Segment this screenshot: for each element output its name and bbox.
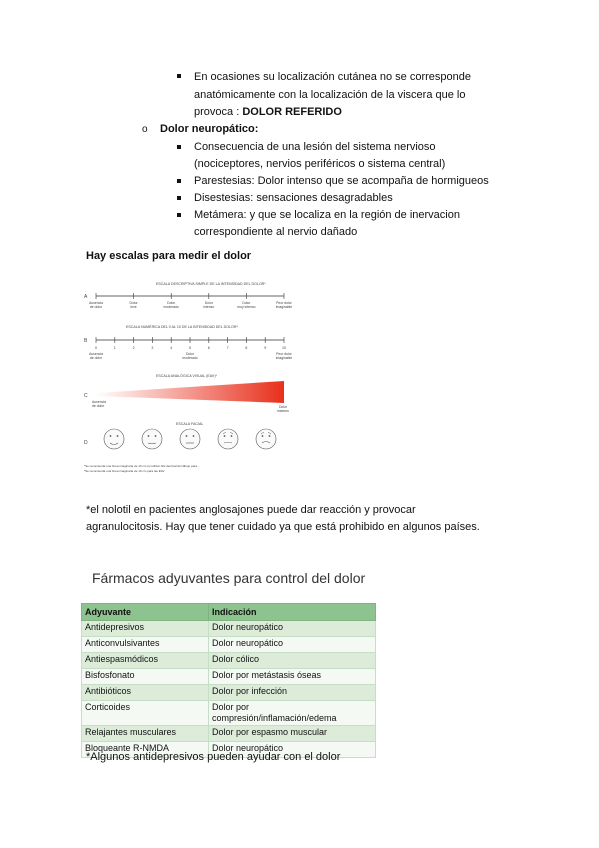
header-indicacion: Indicación — [209, 604, 376, 621]
bullet-square — [177, 196, 181, 200]
bullet-square — [177, 74, 181, 78]
referred-pain-line-3 — [194, 104, 342, 121]
table-row — [82, 669, 376, 685]
scale-a-label: leve — [130, 305, 137, 309]
scale-b-tick-label: 9 — [264, 346, 267, 350]
scale-b-tick-label: 0 — [95, 346, 97, 350]
scale-b-tick-label: 4 — [170, 346, 173, 350]
scale-a-label: imaginable — [275, 305, 293, 309]
face-icon — [256, 429, 276, 449]
bullet-square — [177, 213, 181, 217]
face-outline — [180, 429, 200, 449]
face-eye — [186, 435, 188, 437]
table-row — [82, 701, 376, 726]
table-cell: Bloqueante R-NMDA — [82, 742, 209, 758]
table-cell: Dolor por espasmo muscular — [209, 726, 376, 742]
scale-a-label: muy intenso — [237, 305, 256, 309]
face-eye — [269, 435, 271, 437]
table-header-row — [82, 604, 376, 621]
table-cell: Anticonvulsivantes — [82, 637, 209, 653]
farmacos-heading: Fármacos adyuvantes para control del dolor — [92, 570, 366, 586]
table-cell: Antidepresivos — [82, 621, 209, 637]
facial-scale-faces — [104, 429, 276, 449]
scale-b-letter: B — [84, 338, 88, 344]
scale-a-label: Dolor — [129, 301, 138, 305]
scale-a-label: intenso — [203, 305, 215, 309]
scale-b-tick-label: 10 — [282, 346, 286, 350]
scale-c-right-label-2: máximo — [277, 409, 289, 413]
neuropathic-heading: Dolor neuropático: — [160, 123, 259, 135]
scale-c-left-label-1: Ausencia — [92, 400, 106, 404]
scale-a-label: Dolor — [242, 301, 251, 305]
antidepresivos-note: *Algunos antidepresivos pueden ayudar con el dolor — [86, 751, 341, 763]
referred-pain-line-1: En ocasiones su localización cutánea no se corresponde — [194, 71, 472, 83]
face-eye — [262, 435, 264, 437]
referred-pain-term: DOLOR REFERIDO — [242, 106, 342, 118]
scale-b-left-label-2: de dolor — [89, 356, 103, 360]
face-eye — [224, 435, 226, 437]
face-outline — [218, 429, 238, 449]
figure-footnote-1: *Se recomienda una línea imaginaria de 10 cm (si utilizar bits decimal del dibujo para... — [84, 464, 200, 468]
table-row — [82, 726, 376, 742]
adjuvant-table — [81, 603, 376, 758]
scale-c-letter: C — [84, 393, 88, 399]
bullet-square — [177, 145, 181, 149]
neuropathic-item-3: Disestesias: sensaciones desagradables — [194, 192, 393, 204]
table-cell: Dolor por compresión/inflamación/edema — [209, 701, 376, 726]
face-icon — [142, 429, 162, 449]
table-row — [82, 621, 376, 637]
scale-b-tick-label: 2 — [132, 346, 135, 350]
table-cell: Dolor por metástasis óseas — [209, 669, 376, 685]
face-icon — [104, 429, 124, 449]
scale-b-mid-label-1: Dolor — [185, 352, 195, 356]
table-cell: Antiespasmódicos — [82, 653, 209, 669]
referred-pain-prefix: provoca : — [194, 106, 243, 118]
nolotil-note-line-1: *el nolotil en pacientes anglosajones puede dar reacción y provocar — [86, 504, 416, 516]
table-cell: Dolor neuropático — [209, 637, 376, 653]
neuropathic-item-4-line-2: correspondiente al nervio dañado — [194, 226, 358, 238]
table-cell: Relajantes musculares — [82, 726, 209, 742]
face-outline — [256, 429, 276, 449]
scale-a-label: Peor dolor — [276, 301, 292, 305]
face-eye — [231, 435, 233, 437]
scale-b-right-label-2: imaginable — [275, 356, 293, 360]
table-cell: Antibióticos — [82, 685, 209, 701]
face-outline — [104, 429, 124, 449]
scale-a-label: Ausencia — [89, 301, 103, 305]
scale-a-label: moderado — [163, 305, 179, 309]
header-adyuvante: Adyuvante — [82, 604, 209, 621]
scale-a-label: Dolor — [167, 301, 176, 305]
scale-a-title: ESCALA DESCRIPTIVA SIMPLE DE LA INTENSIDAD DEL DOLOR* — [156, 282, 266, 286]
table-cell: Dolor cólico — [209, 653, 376, 669]
scale-b-title: ESCALA NUMÉRICA DEL 0 AL 10 DE LA INTENSIDAD DEL DOLOR* — [126, 325, 238, 329]
scale-b-tick-label: 5 — [189, 346, 191, 350]
scale-b-tick-label: 8 — [245, 346, 248, 350]
table-row — [82, 653, 376, 669]
scale-c-right-label-1: Dolor — [278, 405, 288, 409]
pain-scales-figure — [84, 279, 310, 475]
face-icon — [218, 429, 238, 449]
table-cell: Dolor neuropático — [209, 742, 376, 758]
scale-c-title: ESCALA ANALÓGICA VISUAL (EAV)* — [156, 374, 217, 378]
table-cell: Corticoides — [82, 701, 209, 726]
neuropathic-item-1-line-1: Consecuencia de una lesión del sistema nervioso — [194, 141, 436, 153]
scale-b-tick-label: 1 — [113, 346, 116, 350]
table-cell: Bisfosfonato — [82, 669, 209, 685]
table-row — [82, 637, 376, 653]
scale-a-label: de dolor — [89, 305, 103, 309]
table-cell: Dolor por infección — [209, 685, 376, 701]
referred-pain-line-2: anatómicamente con la localización de la viscera que lo — [194, 89, 466, 101]
scale-b-ticks — [95, 337, 286, 350]
scale-a-letter: A — [84, 294, 88, 300]
scale-d-title: ESCALA FACIAL — [176, 422, 204, 426]
scale-a-label: Dolor — [204, 301, 213, 305]
sub-list-marker: o — [142, 124, 148, 135]
scale-d-letter: D — [84, 440, 88, 446]
face-eye — [155, 435, 157, 437]
neuropathic-item-1-line-2: (nociceptores, nervios periféricos o sistema central) — [194, 158, 446, 170]
face-eye — [148, 435, 150, 437]
table-row — [82, 685, 376, 701]
neuropathic-item-4-line-1: Metámera: y que se localiza en la región de inervacion — [194, 209, 460, 221]
scale-b-mid-label-2: moderado — [182, 356, 198, 360]
table-cell: Dolor neuropático — [209, 621, 376, 637]
bullet-square — [177, 179, 181, 183]
scale-b-tick-label: 7 — [226, 346, 229, 350]
nolotil-note-line-2: agranulocitosis. Hay que tener cuidado ya que está prohibido en algunos países. — [86, 521, 480, 533]
scale-b-right-label-1: Peor dolor — [276, 352, 292, 356]
eav-gradient-bar — [96, 381, 284, 403]
scale-b-tick-label: 6 — [207, 346, 210, 350]
face-icon — [180, 429, 200, 449]
face-eye — [117, 435, 119, 437]
neuropathic-item-2: Parestesias: Dolor intenso que se acompaña de hormigueos — [194, 175, 489, 187]
scale-a-ticks — [89, 293, 293, 309]
scales-heading: Hay escalas para medir el dolor — [86, 250, 252, 262]
scale-b-left-label-1: Ausencia — [89, 352, 103, 356]
face-eye — [110, 435, 112, 437]
scale-c-left-label-2: de dolor — [92, 404, 105, 408]
face-outline — [142, 429, 162, 449]
face-eye — [193, 435, 195, 437]
figure-footnote-2: *Se recomienda una línea imaginaria de 10 cm para las EAV — [84, 469, 165, 473]
scale-b-tick-label: 3 — [151, 346, 154, 350]
